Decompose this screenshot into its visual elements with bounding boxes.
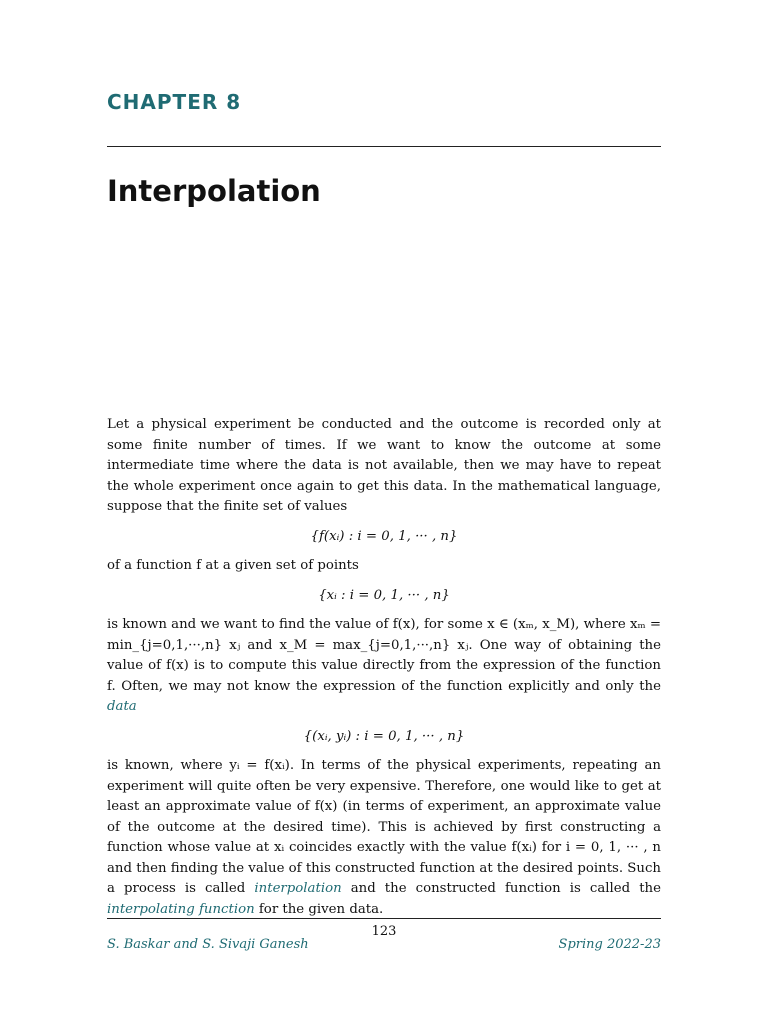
paragraph-interpolation-text-b: and the constructed function is called the [350,881,661,896]
display-equation-values: {f(xᵢ) : i = 0, 1, ··· , n} [310,528,458,544]
page-number: 123 [371,924,397,939]
term-interpolating-function: interpolating function [107,901,255,917]
footer-rule [107,918,661,919]
chapter-title: Interpolation [107,174,321,208]
footer-term: Spring 2022-23 [558,937,661,952]
display-equation-points: {xᵢ : i = 0, 1, ··· , n} [318,587,450,603]
footer-authors: S. Baskar and S. Sivaji Ganesh [107,937,309,952]
chapter-label: CHAPTER 8 [107,90,242,114]
term-data: data [107,699,137,714]
body-text [107,415,661,920]
paragraph-known [107,615,661,718]
paragraph-interpolation-text-c: for the given data. [258,901,384,917]
paragraph-intro: Let a physical experiment be conducted and the outcome is recorded only at some finite number of times. If we want to know the outcome at some intermediate time where the data is not available, then we may have to repeat the whole experiment once again to get this data. In the mathematical language, suppose that the finite set of values [107,417,661,514]
header-rule [107,146,661,147]
paragraph-function: of a function f at a given set of points [107,558,359,573]
paragraph-known-text: is known and we want to find the value of f(x), for some x ∈ (xₘ, x_M), where xₘ = min_{j=0,1,···,n} xⱼ and x_M = max_{j=0,1,···,n} xⱼ. One way of obtaining the value of f(x) is to compute this value directly from the expression of the function f. Often, we may not know the expression of the function explicitly and only the [107,617,661,694]
paragraph-interpolation [107,756,661,920]
display-equation-data: {(xᵢ, yᵢ) : i = 0, 1, ··· , n} [303,728,465,744]
paragraph-interpolation-text-a: is known, where yᵢ = f(xᵢ). In terms of the physical experiments, repeating an experiment will quite often be very expensive. Therefore, one would like to get at least an approximate value of f(x) (in terms of experiment, an approximate value of the outcome at the desired time). This is achieved by first constructing a function whose value at xᵢ coincides exactly with the value f(xᵢ) for i = 0, 1, ··· , n and then finding the value of this constructed function at the desired points. Such a process is called [107,758,661,896]
term-interpolation: interpolation [254,881,342,896]
